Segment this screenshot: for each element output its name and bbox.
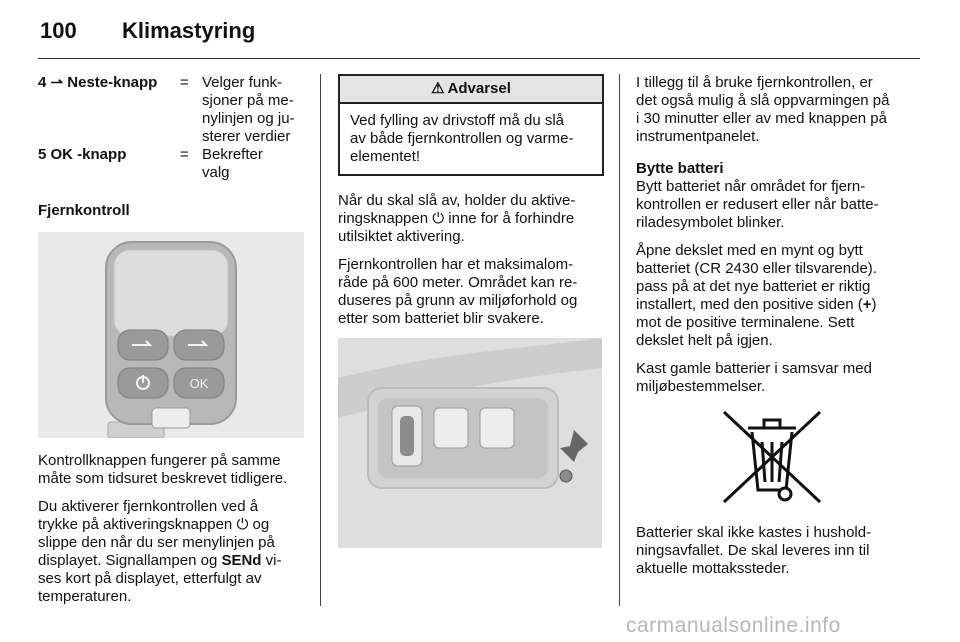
definition-desc: Velger funk- sjoner på me- nylinjen og ju- sterer verdier <box>202 74 295 145</box>
section-heading-remote: Fjernkontroll <box>38 202 130 219</box>
column-divider-2 <box>619 74 620 606</box>
paragraph: Når du skal slå av, holder du aktive- ringsknappen ⏻ inne for å forhindre utilsiktet aktivering. <box>338 192 576 245</box>
page-header <box>40 18 920 48</box>
subheading-battery: Bytte batteri <box>636 160 724 177</box>
definition-row-4: 4 ⇀ Neste-knapp = Velger funk- sjoner på me- nylinjen og ju- sterer verdier <box>38 74 304 146</box>
header-rule <box>38 58 920 59</box>
plus-icon: + <box>862 296 872 313</box>
definition-row-5: 5 OK -knapp = Bekrefter valg <box>38 146 304 182</box>
remote-ok-label: OK <box>189 376 209 391</box>
paragraph: Fjernkontrollen har et maksimalom- råde på 600 meter. Området kan re- duseres på grunn av miljøforhold og etter som batteriet blir svakere. <box>338 256 578 327</box>
definition-table <box>38 74 304 182</box>
warning-body: Ved fylling av drivstoff må du slå av både fjernkontrollen og varme- elementet! <box>350 112 574 165</box>
page-number: 100 <box>40 18 77 43</box>
next-arrow-icon: ⇀ <box>50 74 64 91</box>
column-3 <box>636 74 908 588</box>
warning-icon: ⚠ <box>431 80 445 97</box>
paragraph: Kontrollknappen fungerer på samme måte som tidsuret beskrevet tidligere. <box>38 452 288 487</box>
definition-desc: Bekrefter valg <box>202 146 263 181</box>
paragraph: I tillegg til å bruke fjernkontrollen, er det også mulig å slå oppvarmingen på i 30 minutter eller av med knappen på instrumentpanelet. <box>636 74 890 145</box>
paragraph: Kast gamle batterier i samsvar med miljøbestemmelser. <box>636 360 872 395</box>
column-1 <box>38 74 304 616</box>
dashboard-button-photo <box>338 338 602 548</box>
remote-control-figure <box>38 232 304 438</box>
watermark: carmanualsonline.info <box>626 614 841 637</box>
paragraph: Du aktiverer fjernkontrollen ved å trykke på aktiveringsknappen ⏻ og slippe den når du ser menylinjen på displayet. Signallampen og SENd vi- ses kort på displayet, etterfulgt av temperaturen. <box>38 498 282 605</box>
warning-title: Advarsel <box>447 80 511 97</box>
definition-term: 4 ⇀ Neste-knapp <box>38 74 158 91</box>
paragraph: Åpne dekslet med en mynt og bytt batteriet (CR 2430 eller tilsvarende). pass på at det nye batteriet er riktig installert, med den positive siden (+) mot de positive terminalene. Sett dekslet helt på igjen. <box>636 242 877 349</box>
crossed-bin-icon <box>636 406 908 506</box>
column-2 <box>338 74 604 548</box>
paragraph: Batterier skal ikke kastes i hushold- ningsavfallet. De skal leveres inn til aktuelle mottakssteder. <box>636 524 872 577</box>
chapter-title: Klimastyring <box>122 18 256 43</box>
column-divider-1 <box>320 74 321 606</box>
definition-term: 5 OK -knapp <box>38 146 127 163</box>
warning-header <box>340 76 602 104</box>
paragraph: Bytt batteriet når området for fjern- kontrollen er redusert eller når batte- riladesymbolet blinker. <box>636 178 879 231</box>
warning-box <box>338 74 604 176</box>
